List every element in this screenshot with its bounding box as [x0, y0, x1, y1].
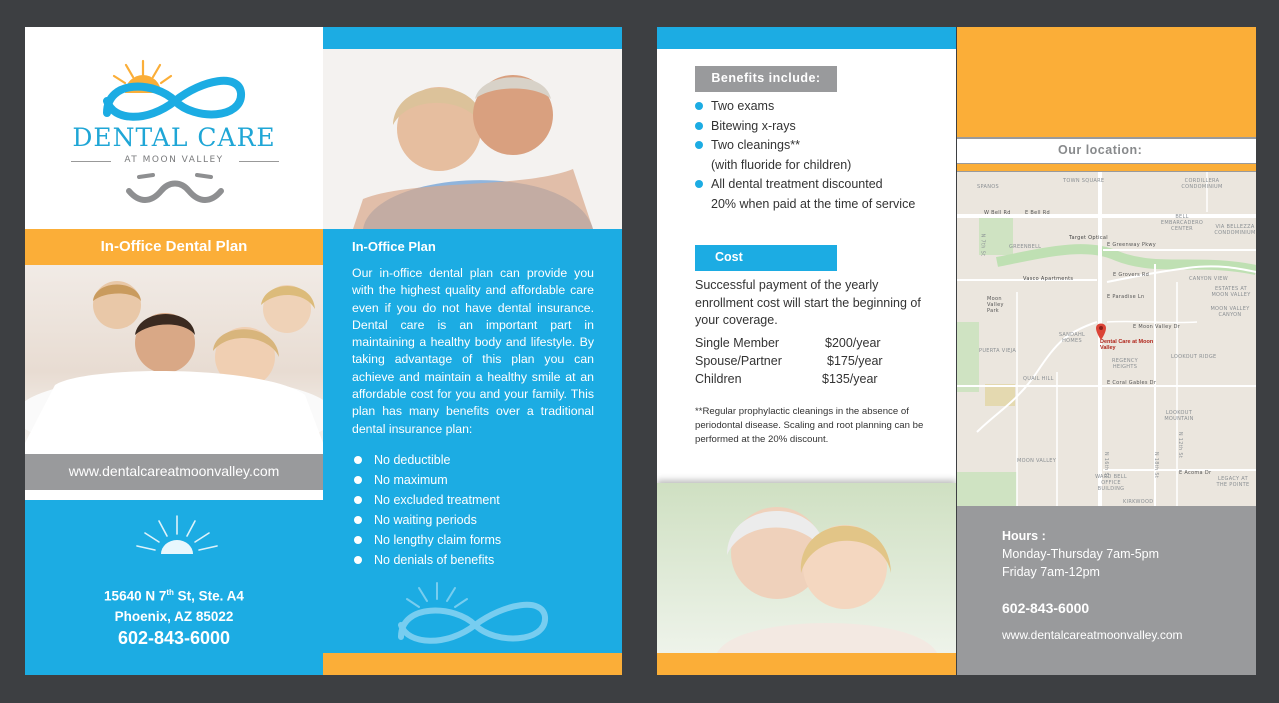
benefit-text: Bitewing x-rays [711, 118, 796, 133]
tooth-bullet-icon [354, 516, 362, 524]
benefit-text: Two cleanings** [711, 138, 800, 153]
phone-number[interactable]: 602-843-6000 [1002, 600, 1090, 616]
map-label: E Grovers Rd [1113, 272, 1150, 278]
price-row [695, 334, 925, 352]
map-label: LEGACY AT THE POINTE [1216, 476, 1250, 488]
bullet-text: No denials of benefits [374, 553, 495, 567]
map-label: E Moon Valley Dr [1133, 324, 1181, 330]
sun-icon [135, 512, 219, 556]
map-label: N 7th St [979, 233, 986, 257]
bottom-stripe [657, 653, 956, 675]
map-label: Target Optical [1069, 235, 1108, 241]
hours-label: Hours : [1002, 529, 1046, 543]
map-label: E Bell Rd [1025, 210, 1050, 216]
top-stripe [657, 27, 956, 49]
tooth-bullet-icon [354, 496, 362, 504]
price-value: $175/year [827, 354, 883, 368]
address-street-main: 15640 N 7 [104, 588, 167, 604]
map-label: VIA BELLEZZA CONDOMINIUM [1214, 224, 1256, 236]
benefit-text: Two exams [711, 99, 775, 113]
map-label: N 12th St [1177, 431, 1184, 459]
cost-heading: Cost [715, 250, 743, 264]
plan-benefits-list [352, 450, 602, 570]
map-label: MOON VALLEY CANYON [1210, 306, 1250, 318]
address-street-suffix: St, Ste. A4 [173, 588, 244, 604]
cost-text: Successful payment of the yearly enrollment cost will start the beginning of your coverage. [695, 278, 921, 327]
map-label: CORDILLERA CONDOMINIUM [1181, 178, 1223, 190]
map-label: GREENBELL [1009, 244, 1042, 250]
benefit-subtext: 20% when paid at the time of service [711, 196, 916, 211]
bullet-text: No deductible [374, 453, 451, 467]
list-item [352, 510, 602, 530]
list-item [352, 490, 602, 510]
panel-location [957, 27, 1256, 675]
plan-heading: In-Office Plan [352, 239, 436, 254]
map-label: E Coral Gables Dr [1107, 380, 1157, 386]
panel-benefits [657, 27, 956, 675]
orange-rule [957, 164, 1256, 171]
map-label: PUERTA VIEJA [979, 348, 1017, 354]
list-item [695, 97, 955, 117]
phone-number[interactable]: 602-843-6000 [117, 628, 231, 648]
benefits-heading: Benefits include: [711, 71, 821, 85]
tooth-icon [125, 169, 225, 205]
benefit-subtext: (with fluoride for children) [711, 157, 852, 172]
map-label: CANYON VIEW [1189, 276, 1228, 282]
map-label: N 18th St [1153, 451, 1160, 479]
list-item [352, 470, 602, 490]
list-item [352, 550, 602, 570]
map-label: MOON VALLEY [1017, 458, 1057, 464]
list-item [695, 117, 955, 137]
map-label: Vasco Apartments [1023, 276, 1074, 282]
map-label: QUAIL HILL [1023, 376, 1054, 382]
map-label: W Bell Rd [984, 210, 1011, 216]
benefits-heading-band [695, 66, 837, 92]
panel-plan [323, 27, 622, 675]
bullet-text: No excluded treatment [374, 493, 500, 507]
price-label: Spouse/Partner [695, 354, 782, 368]
price-row [695, 352, 925, 370]
tooth-bullet-icon [695, 122, 703, 130]
hours-line-2: Friday 7am-12pm [1002, 565, 1100, 579]
list-item [695, 175, 955, 214]
tooth-bullet-icon [354, 476, 362, 484]
logo-subtitle: AT MOON VALLEY [124, 155, 224, 165]
top-stripe [323, 27, 622, 49]
couple-photo [323, 49, 622, 229]
map-label: SPANOS [977, 184, 999, 190]
tooth-bullet-icon [695, 102, 703, 110]
map-label: KIRKWOOD [1123, 499, 1154, 505]
map-label: E Acoma Dr [1179, 470, 1212, 476]
map-label: LOOKOUT RIDGE [1171, 354, 1217, 360]
benefit-text: All dental treatment discounted [711, 177, 883, 192]
plan-heading-band [25, 229, 323, 265]
list-item [695, 136, 955, 175]
map-label: N 16th St [1103, 451, 1110, 479]
tooth-bullet-icon [354, 536, 362, 544]
tooth-bullet-icon [354, 556, 362, 564]
plan-heading: In-Office Dental Plan [100, 238, 248, 255]
grandmother-photo [657, 483, 956, 653]
top-orange-block [957, 27, 1256, 137]
map-label: LOOKOUT MOUNTAIN [1164, 410, 1194, 422]
list-item [352, 530, 602, 550]
family-photo [25, 265, 323, 443]
address-street-sup: th [166, 588, 174, 597]
tooth-bullet-icon [354, 456, 362, 464]
website-link[interactable]: www.dentalcareatmoonvalley.com [68, 463, 280, 479]
list-item [352, 450, 602, 470]
tooth-bullet-icon [695, 180, 703, 188]
footnote: **Regular prophylactic cleanings in the absence of periodontal disease. Scaling and root planning can be performed at the 20% discount. [695, 406, 924, 445]
plan-body: Our in-office dental plan can provide you with the highest quality and affordable care even if you do not have dental insurance. Dental care is an important part in maintaining a healthy body and lifestyle. By taking advantage of this plan you can achieve and maintain a healthy smile at an affordable cost for you and your family. This plan has many benefits over a traditional dental insurance plan: [352, 266, 594, 436]
hours-line-1: Monday-Thursday 7am-5pm [1002, 547, 1160, 561]
map-label: TOWN SQUARE [1063, 178, 1105, 184]
price-table [695, 334, 925, 388]
logo [25, 27, 323, 229]
price-label: Single Member [695, 336, 780, 350]
price-row [695, 370, 925, 388]
bullet-text: No waiting periods [374, 513, 477, 527]
location-heading: Our location: [1058, 143, 1143, 157]
tooth-bullet-icon [695, 141, 703, 149]
map-label: SANDAHL HOMES [1058, 332, 1086, 344]
website-band [25, 454, 323, 490]
location-heading-band [957, 139, 1256, 163]
address-street [25, 588, 323, 604]
bullet-text: No maximum [374, 473, 448, 487]
map-label: ESTATES AT MOON VALLEY [1211, 286, 1251, 298]
panel-front-cover [25, 27, 323, 675]
location-map[interactable] [957, 172, 1256, 506]
map-label: REGENCY HEIGHTS [1112, 358, 1138, 370]
map-label: Moon Valley Park [987, 296, 1004, 314]
website-link[interactable]: www.dentalcareatmoonvalley.com [1002, 628, 1183, 642]
map-pin-label: Dental Care at Moon Valley [1100, 339, 1154, 351]
price-value: $135/year [822, 372, 878, 386]
map-label: E Paradise Ln [1107, 294, 1145, 300]
benefits-list [695, 97, 955, 215]
logo-title: DENTAL CARE [72, 123, 276, 152]
bottom-stripe [323, 653, 622, 675]
price-value: $200/year [825, 336, 881, 350]
map-label: BELL EMBARCADERO CENTER [1160, 214, 1204, 232]
cost-heading-band [695, 245, 837, 271]
map-label: E Greenway Pkwy [1107, 242, 1157, 248]
address-city: Phoenix, AZ 85022 [114, 609, 234, 624]
bullet-text: No lengthy claim forms [374, 533, 502, 547]
logo-watermark-icon [391, 575, 557, 653]
contact-block [25, 500, 323, 675]
price-label: Children [695, 372, 742, 386]
map-label: WARD BELL OFFICE BUILDING [1095, 474, 1127, 492]
